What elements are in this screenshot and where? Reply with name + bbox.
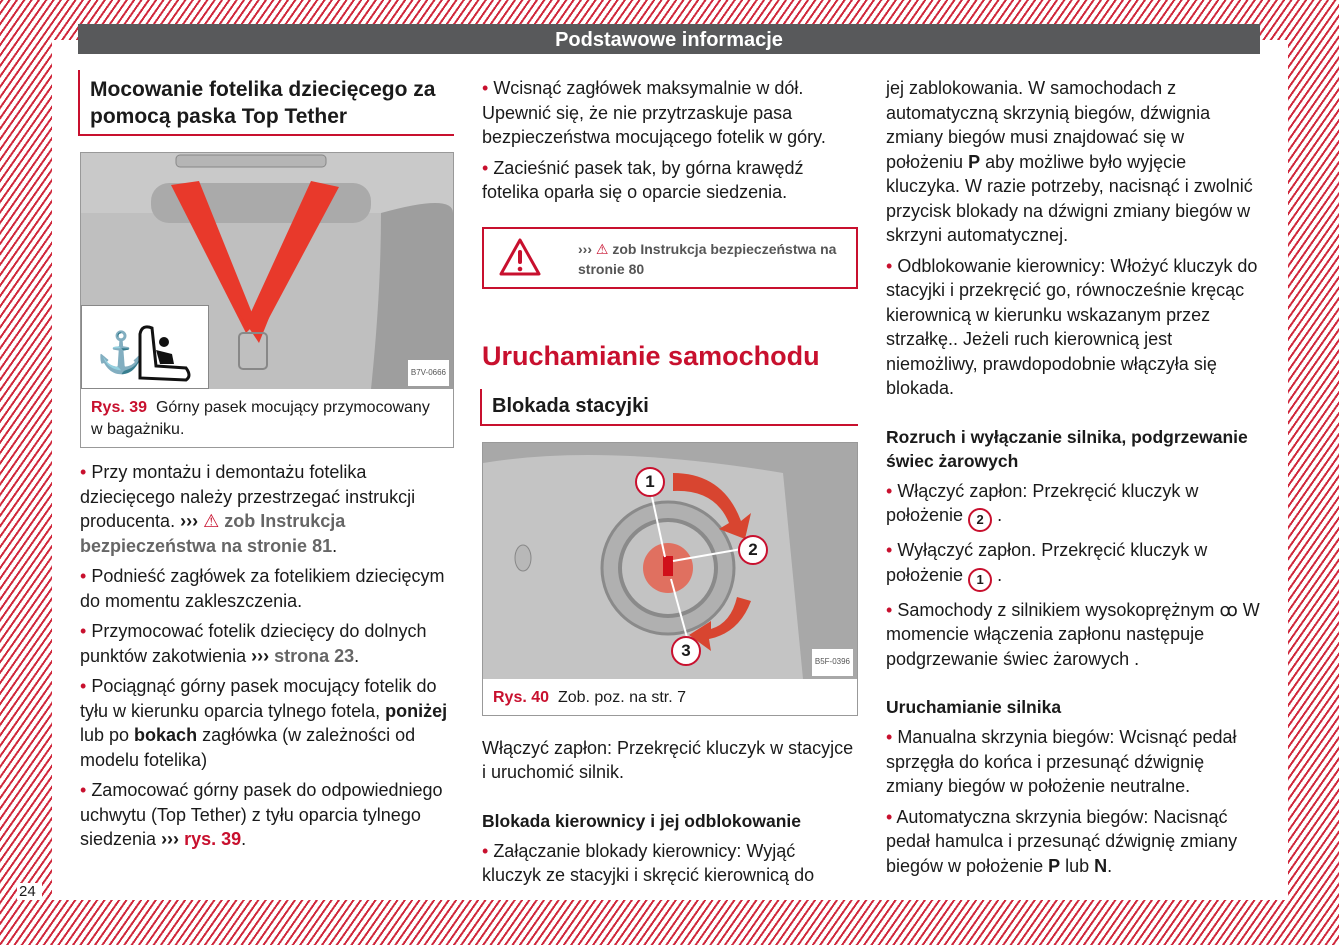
page-header: Podstawowe informacje	[78, 24, 1260, 54]
list-item: • Zacieśnić pasek tak, by górna krawędź fotelika oparła się o oparcie siedzenia.	[482, 156, 858, 205]
section-title-top-tether: Mocowanie fotelika dziecięcego za pomocą paska Top Tether	[78, 70, 454, 136]
figure-39-link[interactable]: rys. 39	[184, 829, 242, 849]
chapter-title: Uruchamianie samochodu	[482, 340, 820, 371]
figure-40	[482, 442, 858, 716]
list-item: • Wcisnąć zagłówek maksymalnie w dół. Upewnić się, że nie przytrzaskuje pasa bezpieczeństwa mocującego fotelik w góry.	[482, 76, 858, 150]
list-item: • Samochody z silnikiem wysokoprężnym ꝏ W momencie włączenia zapłonu następuje podgrzewanie świec żarowych .	[886, 598, 1262, 672]
svg-text:⚓: ⚓	[96, 331, 146, 375]
subheading-engine-start: Uruchamianie silnika	[886, 697, 1062, 717]
list-item: • Pociągnąć górny pasek mocujący fotelik do tyłu w kierunku oparcia tylnego fotela, poniżej lub po bokach zagłówka (w zależności od modelu fotelika)	[80, 674, 454, 772]
anchor-child-seat-icon	[81, 305, 209, 389]
position-1-icon: 1	[968, 568, 992, 592]
list-item: • Wyłączyć zapłon. Przekręcić kluczyk w położenie 1 .	[886, 538, 1262, 592]
list-item: • Manualna skrzynia biegów: Wcisnąć pedał sprzęgła do końca i przesunąć dźwignię zmiany biegów w położenie neutralne.	[886, 725, 1262, 799]
list-item: • Przymocować fotelik dziecięcy do dolnych punktów zakotwienia ››› strona 23.	[80, 619, 454, 668]
list-item: • Zamocować górny pasek do odpowiedniego uchwytu (Top Tether) z tyłu oparcia tylnego siedzenia ››› rys. 39.	[80, 778, 454, 852]
subheading-steering-lock: Blokada kierownicy i jej odblokowanie	[482, 810, 801, 831]
figure-caption: Rys. 40 Zob. poz. na str. 7	[493, 688, 687, 706]
continued-text: jej zablokowania. W samochodach z automatyczną skrzynią biegów, dźwignia zmiany biegów musi znajdować się w położeniu P aby możliwe było wyjęcie kluczyka. W razie potrzeby, nacisnąć i zwolnić przycisk blokady na dźwigni zmiany biegów w skrzyni automatycznej.	[886, 78, 1253, 245]
ignition-lock-illustration	[483, 443, 857, 679]
list-item: • Przy montażu i demontażu fotelika dziecięcego należy przestrzegać instrukcji producenta. ››› ⚠ zob Instrukcja bezpieczeństwa na stronie 81.	[80, 460, 454, 558]
position-label-2: 2	[738, 535, 768, 565]
position-label-3: 3	[671, 636, 701, 666]
list-item: • Odblokowanie kierownicy: Włożyć kluczyk do stacyjki i przekręcić go, równocześnie kręcąc kierownicą w kierunku wskazanym przez strzałkę.. Jeżeli ruch kierownicą jest niemożliwy, prawdopodobnie włączyła się blokada.	[886, 254, 1262, 401]
list-item: • Załączanie blokady kierownicy: Wyjąć kluczyk ze stacyjki i skręcić kierownicą do	[482, 839, 858, 888]
figure-39-image	[81, 153, 453, 389]
safety-link-80[interactable]: zob Instrukcja bezpieczeństwa na stronie 80	[578, 240, 837, 277]
intro-text: Włączyć zapłon: Przekręcić kluczyk w stacyjce i uruchomić silnik.	[482, 737, 854, 782]
column-1	[80, 70, 454, 852]
figure-code: B5F-0396	[812, 649, 853, 676]
page-23-link[interactable]: strona 23	[274, 645, 355, 666]
glow-plug-icon: ꝏ	[1219, 599, 1238, 620]
warning-icon: ⚠	[595, 240, 609, 257]
list-item: • Automatyczna skrzynia biegów: Nacisnąć pedał hamulca i przesunąć dźwignię zmiany biegów w położenie P lub N.	[886, 805, 1262, 879]
safety-link-81[interactable]: zob Instrukcja bezpieczeństwa na stronie 81	[80, 511, 346, 556]
list-item: • Podnieść zagłówek za fotelikiem dziecięcym do momentu zakleszczenia.	[80, 564, 454, 613]
warning-box: ››› ⚠ zob Instrukcja bezpieczeństwa na stronie 80	[482, 227, 858, 289]
bullet-list	[80, 460, 454, 852]
figure-code: B7V-0666	[408, 360, 449, 387]
section-title-ignition-lock: Blokada stacyjki	[480, 389, 858, 426]
subheading-start-stop: Rozruch i wyłączanie silnika, podgrzewanie świec żarowych	[886, 426, 1248, 471]
position-label-1: 1	[635, 467, 665, 497]
figure-39	[80, 152, 454, 448]
list-item: • Włączyć zapłon: Przekręcić kluczyk w położenie 2 .	[886, 479, 1262, 533]
column-3	[886, 70, 1262, 878]
warning-triangle-icon	[498, 237, 542, 277]
column-2	[482, 70, 858, 888]
figure-40-image	[483, 443, 857, 679]
position-2-icon: 2	[968, 508, 992, 532]
figure-caption: Rys. 39 Górny pasek mocujący przymocowany w bagażniku.	[91, 399, 430, 438]
page-number: 24	[17, 883, 42, 900]
warning-icon: ⚠	[203, 511, 220, 531]
